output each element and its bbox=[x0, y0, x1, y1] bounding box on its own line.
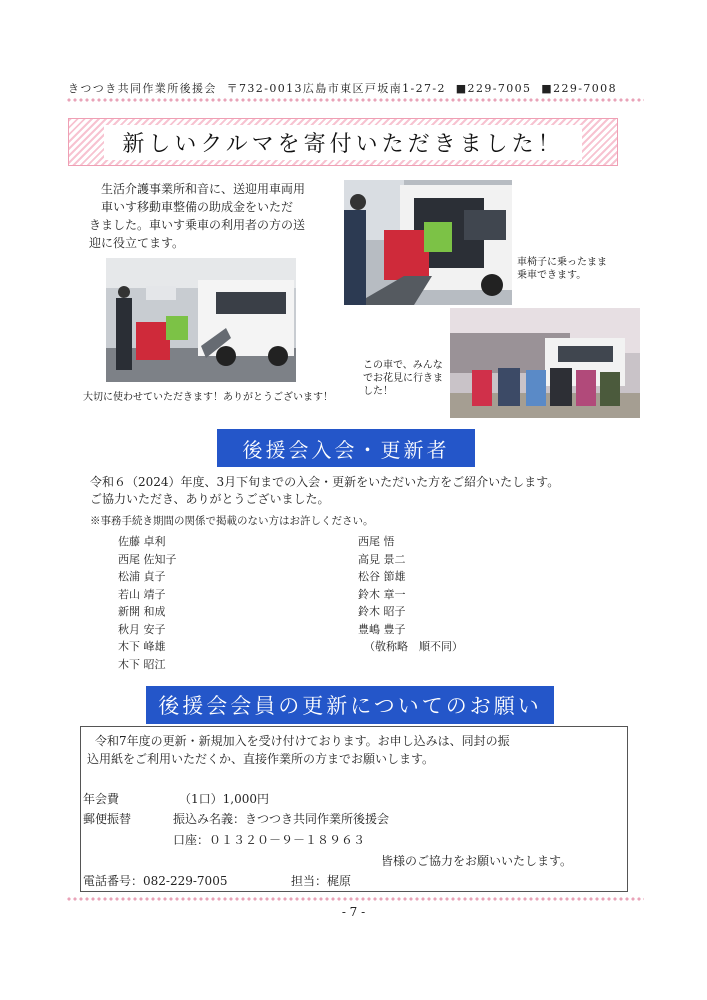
section2-title: 後援会入会・更新者 bbox=[217, 429, 475, 467]
caption-hanami-line-3: した！ bbox=[363, 386, 393, 397]
member-name: 豊嶋 豊子 bbox=[358, 622, 406, 636]
member-name: 若山 靖子 bbox=[118, 587, 166, 601]
footer-divider bbox=[66, 896, 644, 902]
header-fax: 229-7008 bbox=[553, 82, 617, 95]
section1-title: 新しいクルマを寄付いただきました！ bbox=[104, 125, 581, 160]
member-name: 木下 昭江 bbox=[118, 657, 166, 671]
intro-line-1: 生活介護事業所和音に、送迎用車両用 bbox=[101, 182, 306, 196]
section2-note: ※事務手続き期間の関係で掲載のない方はお許しください。 bbox=[90, 515, 374, 527]
caption-ramp-line-2: 乗車できます。 bbox=[517, 270, 587, 281]
page-header: きつつき共同作業所後援会 〒732-0013広島市東区戸坂南1-27-2 ■229-7005 ■229-7008 bbox=[68, 82, 617, 95]
van-ramp-illustration bbox=[344, 180, 512, 305]
group-illustration bbox=[450, 308, 640, 418]
section1-intro bbox=[89, 180, 335, 252]
member-name: 木下 峰雄 bbox=[118, 640, 166, 653]
section2-text-line-2: ご協力いただき、ありがとうございました。 bbox=[90, 492, 330, 506]
caption-ramp-line-1: 車椅子に乗ったまま bbox=[517, 257, 607, 268]
caption-hanami-line-2: でお花見に行きま bbox=[363, 373, 443, 384]
caption-hanami bbox=[363, 359, 449, 398]
intro-line-4: 迎に役立てます。 bbox=[89, 236, 185, 250]
page-number: - 7 - bbox=[341, 905, 366, 919]
member-name: 鈴木 章一 bbox=[358, 587, 406, 601]
caption-ramp bbox=[517, 256, 627, 282]
member-name: 新開 和成 bbox=[118, 605, 166, 618]
intro-line-3: きました。車いす乗車の利用者の方の送 bbox=[89, 218, 306, 232]
fee-value: （1口）1,000円 bbox=[179, 792, 269, 806]
intro-line-2: 車いす移動車整備の助成金をいただ bbox=[101, 200, 294, 214]
caption-van-side: 大切に使わせていただきます！ありがとうございます！ bbox=[83, 392, 333, 403]
section1-title-banner bbox=[68, 118, 618, 166]
photo-van-side bbox=[106, 258, 296, 382]
transfer-label: 郵便振替 bbox=[83, 812, 132, 826]
names-right-column bbox=[358, 533, 538, 656]
fee-label: 年会費 bbox=[83, 792, 120, 806]
photo-ramp-boarding bbox=[344, 180, 512, 305]
contact-person: 担当：梶原 bbox=[291, 874, 352, 888]
member-name: 秋月 安子 bbox=[118, 622, 166, 636]
renewal-text-line-1: 令和7年度の更新・新規加入を受け付けております。お申し込みは、同封の振 bbox=[95, 734, 510, 748]
section3-title: 後援会会員の更新についてのお願い bbox=[146, 686, 554, 724]
header-address: 〒732-0013広島市東区戸坂南1-27-2 bbox=[226, 82, 446, 95]
member-name: 西尾 悟 bbox=[358, 535, 395, 548]
account-name: 振込み名義：きつつき共同作業所後援会 bbox=[173, 812, 390, 826]
closing-text: 皆様のご協力をお願いいたします。 bbox=[381, 854, 573, 868]
member-name: 高見 景二 bbox=[358, 552, 406, 566]
van-side-illustration bbox=[106, 258, 296, 382]
photo-group-hanami bbox=[450, 308, 640, 418]
caption-hanami-line-1: この車で、みんな bbox=[363, 360, 443, 371]
header-org: きつつき共同作業所後援会 bbox=[68, 82, 217, 95]
member-name: 松浦 貞子 bbox=[118, 570, 166, 583]
section2-text-line-1: 令和６（2024）年度、3月下旬までの入会・更新をいただいた方をご紹介いたします。 bbox=[90, 475, 560, 489]
phone-number: 電話番号：082-229-7005 bbox=[83, 874, 228, 888]
member-name: 松谷 節雄 bbox=[358, 570, 406, 583]
header-tel: 229-7005 bbox=[467, 82, 532, 95]
renewal-text-line-2: 込用紙をご利用いただくか、直接作業所の方までお願いします。 bbox=[87, 752, 435, 766]
header-divider bbox=[66, 97, 644, 103]
member-name: 鈴木 昭子 bbox=[358, 605, 406, 618]
member-name: 佐藤 卓利 bbox=[118, 535, 166, 548]
honorific-note: （敬称略 順不同） bbox=[364, 640, 463, 653]
renewal-info-box bbox=[80, 726, 628, 892]
member-name: 西尾 佐知子 bbox=[118, 552, 177, 566]
section2-text bbox=[90, 474, 630, 508]
account-number: 口座：０１３２０－９－１８９６３ bbox=[173, 833, 366, 847]
names-left-column bbox=[118, 533, 278, 673]
